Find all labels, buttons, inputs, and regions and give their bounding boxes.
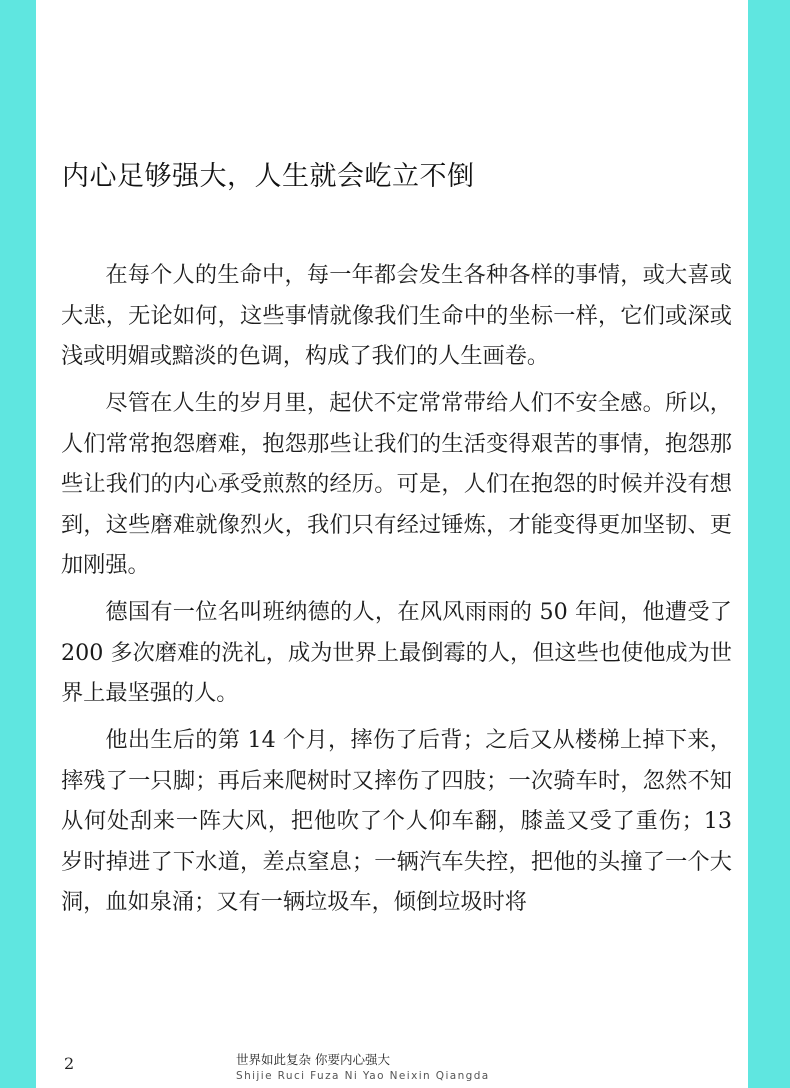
chapter-title: 内心足够强大，人生就会屹立不倒 bbox=[62, 161, 475, 192]
running-footer-title: 世界如此复杂 你要内心强大 bbox=[236, 1052, 390, 1067]
page-number: 2 bbox=[64, 1054, 75, 1073]
paragraph: 他出生后的第 14 个月，摔伤了后背；之后又从楼梯上掉下来，摔残了一只脚；再后来爬树时又摔伤了四肢；一次骑车时，忽然不知从何处刮来一阵大风，把他吹了个人仰车翻，膝盖又受了重伤；13 岁时掉进了下水道，差点窒息；一辆汽车失控，把他的头撞了一个大洞，血如泉涌；又有一辆垃圾车，倾倒垃圾时将 bbox=[61, 727, 732, 915]
paragraph: 在每个人的生命中，每一年都会发生各种各样的事情，或大喜或大悲，无论如何，这些事情就像我们生命中的坐标一样，它们或深或浅或明媚或黯淡的色调，构成了我们的人生画卷。 bbox=[61, 262, 732, 369]
paragraph: 尽管在人生的岁月里，起伏不定常常带给人们不安全感。所以，人们常常抱怨磨难，抱怨那些让我们的生活变得艰苦的事情，抱怨那些让我们的内心承受煎熬的经历。可是，人们在抱怨的时候并没有想到，这些磨难就像烈火，我们只有经过锤炼，才能变得更加坚韧、更加刚强。 bbox=[61, 390, 732, 578]
running-footer-pinyin: Shijie Ruci Fuza Ni Yao Neixin Qiangda bbox=[236, 1070, 490, 1082]
book-page bbox=[36, 0, 748, 1088]
paragraph: 德国有一位名叫班纳德的人，在风风雨雨的 50 年间，他遭受了 200 多次磨难的洗礼，成为世界上最倒霉的人，但这些也使他成为世界上最坚强的人。 bbox=[61, 599, 732, 706]
body-text bbox=[61, 255, 732, 929]
